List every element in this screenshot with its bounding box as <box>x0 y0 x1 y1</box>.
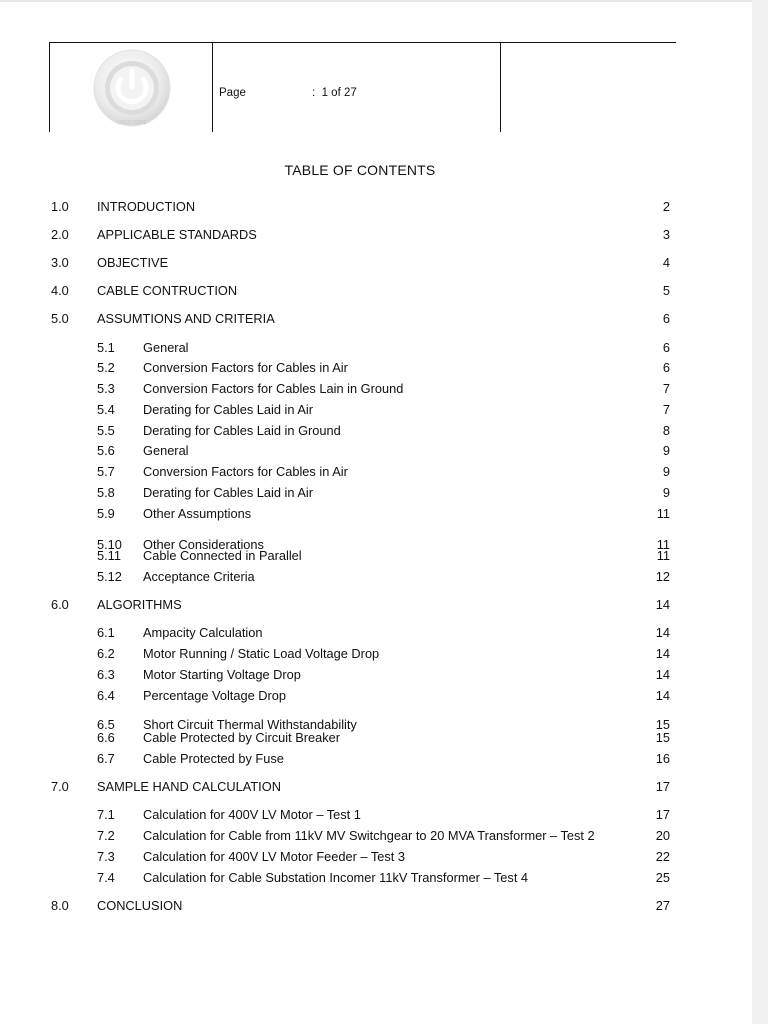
page-ref: 7 <box>662 381 670 396</box>
section-title: CONCLUSION <box>97 898 183 913</box>
page-ref: 9 <box>662 443 670 458</box>
section-number: 6.2 <box>97 646 115 661</box>
section-number: 5.2 <box>97 360 115 375</box>
section-number: 5.11 <box>97 548 121 563</box>
section-title: Acceptance Criteria <box>143 569 255 584</box>
toc-subentry[interactable] <box>0 626 752 640</box>
toc-subentry[interactable] <box>0 871 752 885</box>
header-divider <box>49 42 50 132</box>
section-title: CABLE CONTRUCTION <box>97 283 238 298</box>
page-ref: 14 <box>655 597 670 612</box>
toc-subentry[interactable] <box>0 382 752 396</box>
toc-subentry[interactable] <box>0 668 752 682</box>
section-title: SAMPLE HAND CALCULATION <box>97 779 281 794</box>
section-number: 5.4 <box>97 402 115 417</box>
section-number: 5.5 <box>97 423 115 438</box>
toc-subentry[interactable] <box>0 507 752 521</box>
section-title: Calculation for Cable Substation Incomer 11kV Transformer – Test 4 <box>143 870 529 885</box>
page-ref: 16 <box>655 751 670 766</box>
toc-subentry[interactable] <box>0 444 752 458</box>
page-ref: 25 <box>655 870 670 885</box>
section-number: 5.0 <box>51 311 69 326</box>
page-ref: 22 <box>655 849 670 864</box>
page-ref: 15 <box>655 730 670 745</box>
section-number: 7.4 <box>97 870 115 885</box>
section-title: Derating for Cables Laid in Air <box>143 402 314 417</box>
toc-entry[interactable] <box>0 228 752 242</box>
document-header <box>49 42 676 132</box>
page-ref: 17 <box>655 779 670 794</box>
toc-subentry[interactable] <box>0 850 752 864</box>
section-title: Derating for Cables Laid in Air <box>143 485 314 500</box>
section-title: Cable Connected in Parallel <box>143 548 302 563</box>
section-title: Calculation for 400V LV Motor – Test 1 <box>143 807 361 822</box>
section-number: 5.12 <box>97 569 122 584</box>
section-number: 3.0 <box>51 255 69 270</box>
header-divider <box>212 42 213 132</box>
section-number: 6.6 <box>97 730 115 745</box>
header-rule <box>49 42 676 43</box>
section-number: 8.0 <box>51 898 69 913</box>
toc-entry[interactable] <box>0 598 752 612</box>
section-title: Conversion Factors for Cables in Air <box>143 464 348 479</box>
section-title: General <box>143 340 189 355</box>
header-divider <box>500 42 501 132</box>
section-number: 2.0 <box>51 227 69 242</box>
section-number: 5.7 <box>97 464 115 479</box>
section-title: Calculation for 400V LV Motor Feeder – Test 3 <box>143 849 406 864</box>
page-ref: 6 <box>662 340 670 355</box>
section-number: 6.3 <box>97 667 115 682</box>
toc-subentry[interactable] <box>0 465 752 479</box>
toc-subentry[interactable] <box>0 424 752 438</box>
page-ref: 14 <box>655 625 670 640</box>
section-title: Motor Starting Voltage Drop <box>143 667 301 682</box>
toc-subentry[interactable] <box>0 647 752 661</box>
page-ref: 17 <box>655 807 670 822</box>
section-number: 5.8 <box>97 485 115 500</box>
section-title: APPLICABLE STANDARDS <box>97 227 257 242</box>
page-ref: 27 <box>655 898 670 913</box>
toc-entry[interactable] <box>0 899 752 913</box>
section-title: Cable Protected by Fuse <box>143 751 284 766</box>
page-ref: 11 <box>656 506 670 521</box>
section-number: 5.6 <box>97 443 115 458</box>
toc-subentry[interactable] <box>0 549 752 563</box>
section-title: Short Circuit Thermal Withstandability <box>143 717 357 732</box>
section-number: 5.1 <box>97 340 115 355</box>
toc-subentry[interactable] <box>0 486 752 500</box>
toc-entry[interactable] <box>0 780 752 794</box>
page-ref: 14 <box>655 646 670 661</box>
section-title: Ampacity Calculation <box>143 625 263 640</box>
page-ref: 20 <box>655 828 670 843</box>
page-ref: 11 <box>656 537 670 552</box>
section-number: 7.0 <box>51 779 69 794</box>
toc-subentry[interactable] <box>0 689 752 703</box>
section-number: 7.2 <box>97 828 115 843</box>
section-title: Other Considerations <box>143 537 264 552</box>
section-title: Derating for Cables Laid in Ground <box>143 423 341 438</box>
page-ref: 11 <box>656 548 670 563</box>
section-number: 5.10 <box>97 537 122 552</box>
top-border <box>0 0 768 2</box>
section-title: OBJECTIVE <box>97 255 169 270</box>
section-number: 6.0 <box>51 597 69 612</box>
page-ref: 15 <box>655 717 670 732</box>
page-ref: 9 <box>662 485 670 500</box>
toc-subentry[interactable] <box>0 341 752 355</box>
page-ref: 6 <box>662 311 670 326</box>
power-logo-icon <box>90 49 174 133</box>
section-number: 5.3 <box>97 381 115 396</box>
scrollbar-track[interactable] <box>752 0 768 1024</box>
page-ref: 8 <box>662 423 670 438</box>
toc-entry[interactable] <box>0 312 752 326</box>
page-ref: 9 <box>662 464 670 479</box>
page-ref: 2 <box>662 199 670 214</box>
toc-subentry[interactable] <box>0 361 752 375</box>
section-number: 6.1 <box>97 625 115 640</box>
toc-subentry[interactable] <box>0 570 752 584</box>
toc-subentry[interactable] <box>0 752 752 766</box>
section-number: 6.4 <box>97 688 115 703</box>
section-number: 7.1 <box>97 807 115 822</box>
page-ref: 7 <box>662 402 670 417</box>
section-number: 6.7 <box>97 751 115 766</box>
toc-entry[interactable] <box>0 284 752 298</box>
section-title: Cable Protected by Circuit Breaker <box>143 730 341 745</box>
toc-subentry[interactable] <box>0 403 752 417</box>
toc-subentry[interactable] <box>0 731 752 745</box>
page-label: Page <box>219 87 246 99</box>
toc-entry[interactable] <box>0 200 752 214</box>
section-title: Other Assumptions <box>143 506 252 521</box>
page-ref: 4 <box>662 255 670 270</box>
page-ref: 14 <box>655 688 670 703</box>
section-title: General <box>143 443 189 458</box>
section-number: 4.0 <box>51 283 69 298</box>
page-ref: 3 <box>662 227 670 242</box>
logo-text: LOGO HERE <box>117 120 147 126</box>
section-title: Calculation for Cable from 11kV MV Switchgear to 20 MVA Transformer – Test 2 <box>143 828 595 843</box>
section-title: Conversion Factors for Cables Lain in Ground <box>143 381 404 396</box>
section-number: 1.0 <box>51 199 69 214</box>
page-ref: 6 <box>662 360 670 375</box>
section-title: Percentage Voltage Drop <box>143 688 286 703</box>
toc-subentry[interactable] <box>0 829 752 843</box>
page-ref: 14 <box>655 667 670 682</box>
section-number: 6.5 <box>97 717 115 732</box>
section-number: 5.9 <box>97 506 115 521</box>
section-title: INTRODUCTION <box>97 199 196 214</box>
section-title: Motor Running / Static Load Voltage Drop <box>143 646 380 661</box>
section-title: Conversion Factors for Cables in Air <box>143 360 348 375</box>
toc-entry[interactable] <box>0 256 752 270</box>
section-number: 7.3 <box>97 849 115 864</box>
section-title: ASSUMTIONS AND CRITERIA <box>97 311 275 326</box>
page-number: : 1 of 27 <box>312 87 357 99</box>
page-ref: 12 <box>655 569 670 584</box>
toc-title: TABLE OF CONTENTS <box>284 162 436 178</box>
toc-subentry[interactable] <box>0 808 752 822</box>
section-title: ALGORITHMS <box>97 597 182 612</box>
page-ref: 5 <box>662 283 670 298</box>
